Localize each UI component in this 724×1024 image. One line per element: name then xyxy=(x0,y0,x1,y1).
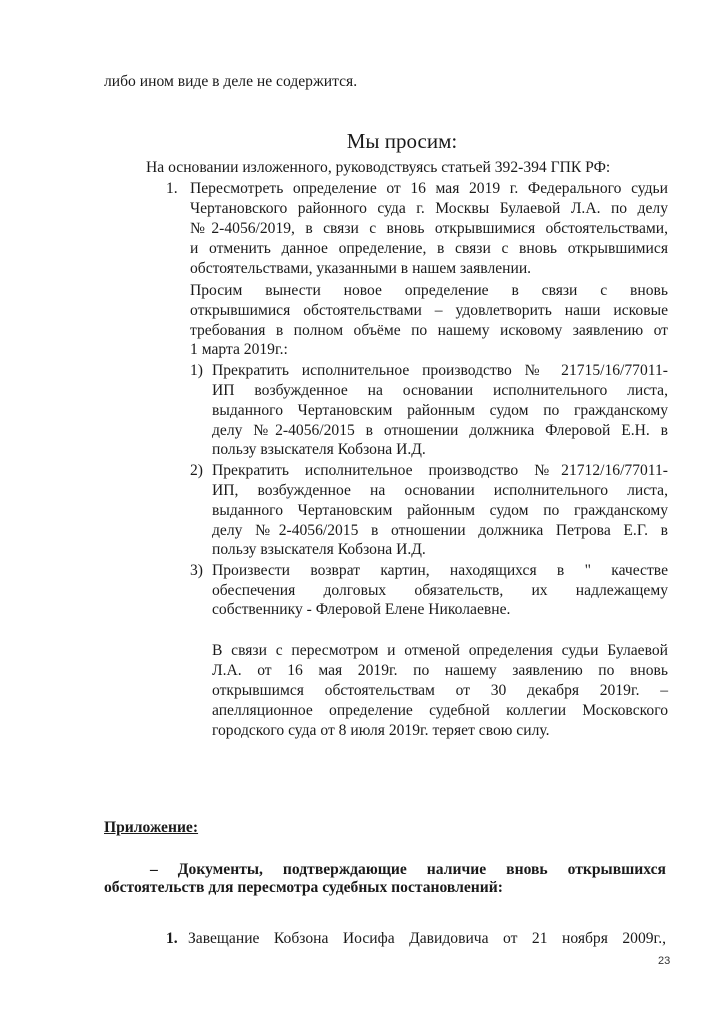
request-line: требования в полном объёме по нашему исковому заявлению от xyxy=(190,322,668,339)
subitem-2-line: ИП, возбужденное на основании исполнительного листа, xyxy=(212,482,668,499)
subitem-1-line: Прекратить исполнительное производство № 21715/16/77011- xyxy=(212,362,668,379)
closing-line: Л.А. от 16 мая 2019г. по нашему заявлению по вновь xyxy=(212,662,668,679)
intro-line: На основании изложенного, руководствуясь статьей 392-394 ГПК РФ: xyxy=(146,159,611,176)
subitem-3-line: Произвести возврат картин, находящихся в " качестве xyxy=(212,562,668,579)
subitem-2-line: Прекратить исполнительное производство №21712/16/77011- xyxy=(212,462,668,479)
subitem-1-line: выданного Чертановским районным судом по гражданскому xyxy=(212,402,668,419)
appendix-title: Приложение: xyxy=(104,819,199,836)
subitem-2-line: пользу взыскателя Кобзона И.Д. xyxy=(212,541,426,558)
closing-line: открывшимся обстоятельствам от 30 декабря 2019г. – xyxy=(212,682,668,699)
subitem-2-line: делу №2-4056/2015 в отношении должника Петрова Е.Г. в xyxy=(212,522,668,539)
subitem-3-marker: 3) xyxy=(190,562,203,579)
appendix-item-1-text: Завещание Кобзона Иосифа Давидовича от 21 ноября 2009г., xyxy=(188,930,666,947)
request-line: открывшимися обстоятельствами – удовлетворить наши исковые xyxy=(190,302,668,319)
item-1-line: и отменить данное определение, в связи с вновь открывшимися xyxy=(190,240,668,257)
continuation-line: либо ином виде в деле не содержится. xyxy=(104,73,358,90)
item-1-line: Чертановского районного суда г. Москвы Булаевой Л.А. по делу xyxy=(190,200,668,217)
page-number: 23 xyxy=(658,955,671,967)
appendix-item-1-marker: 1. xyxy=(166,930,178,947)
subitem-1-marker: 1) xyxy=(190,362,203,379)
subitem-3-line: собственнику - Флеровой Елене Николаевне. xyxy=(212,601,511,618)
subitem-1-line: ИП возбужденное на основании исполнительного листа, xyxy=(212,382,668,399)
closing-line: апелляционное определение судебной коллегии Московского xyxy=(212,702,668,719)
subitem-1-line: пользу взыскателя Кобзона И.Д. xyxy=(212,441,426,458)
appendix-docs-line: обстоятельств для пересмотра судебных постановлений: xyxy=(104,879,503,896)
subitem-2-marker: 2) xyxy=(190,462,203,479)
subitem-3-line: обеспечения долговых обязательств, их надлежащему xyxy=(212,582,668,599)
item-1-marker: 1. xyxy=(166,180,178,197)
subitem-2-line: выданного Чертановским районным судом по гражданскому xyxy=(212,502,668,519)
request-line: 1 марта 2019г.: xyxy=(190,341,288,358)
request-line: Просим вынести новое определение в связи с вновь xyxy=(190,282,668,299)
item-1-line: №2-4056/2019, в связи с вновь открывшимися обстоятельствами, xyxy=(190,220,668,237)
appendix-docs-line: – Документы, подтверждающие наличие вновь открывшихся xyxy=(150,861,666,878)
subitem-1-line: делу №2-4056/2015 в отношении должника Флеровой Е.Н. в xyxy=(212,422,668,439)
item-1-line: Пересмотреть определение от 16 мая 2019 г. Федерального судьи xyxy=(190,180,668,197)
closing-line: В связи с пересмотром и отменой определения судьи Булаевой xyxy=(212,642,668,659)
closing-line: городского суда от 8 июля 2019г. теряет свою силу. xyxy=(212,722,550,739)
item-1-line: обстоятельствами, указанными в нашем заявлении. xyxy=(190,260,532,277)
section-heading: Мы просим: xyxy=(346,129,458,153)
